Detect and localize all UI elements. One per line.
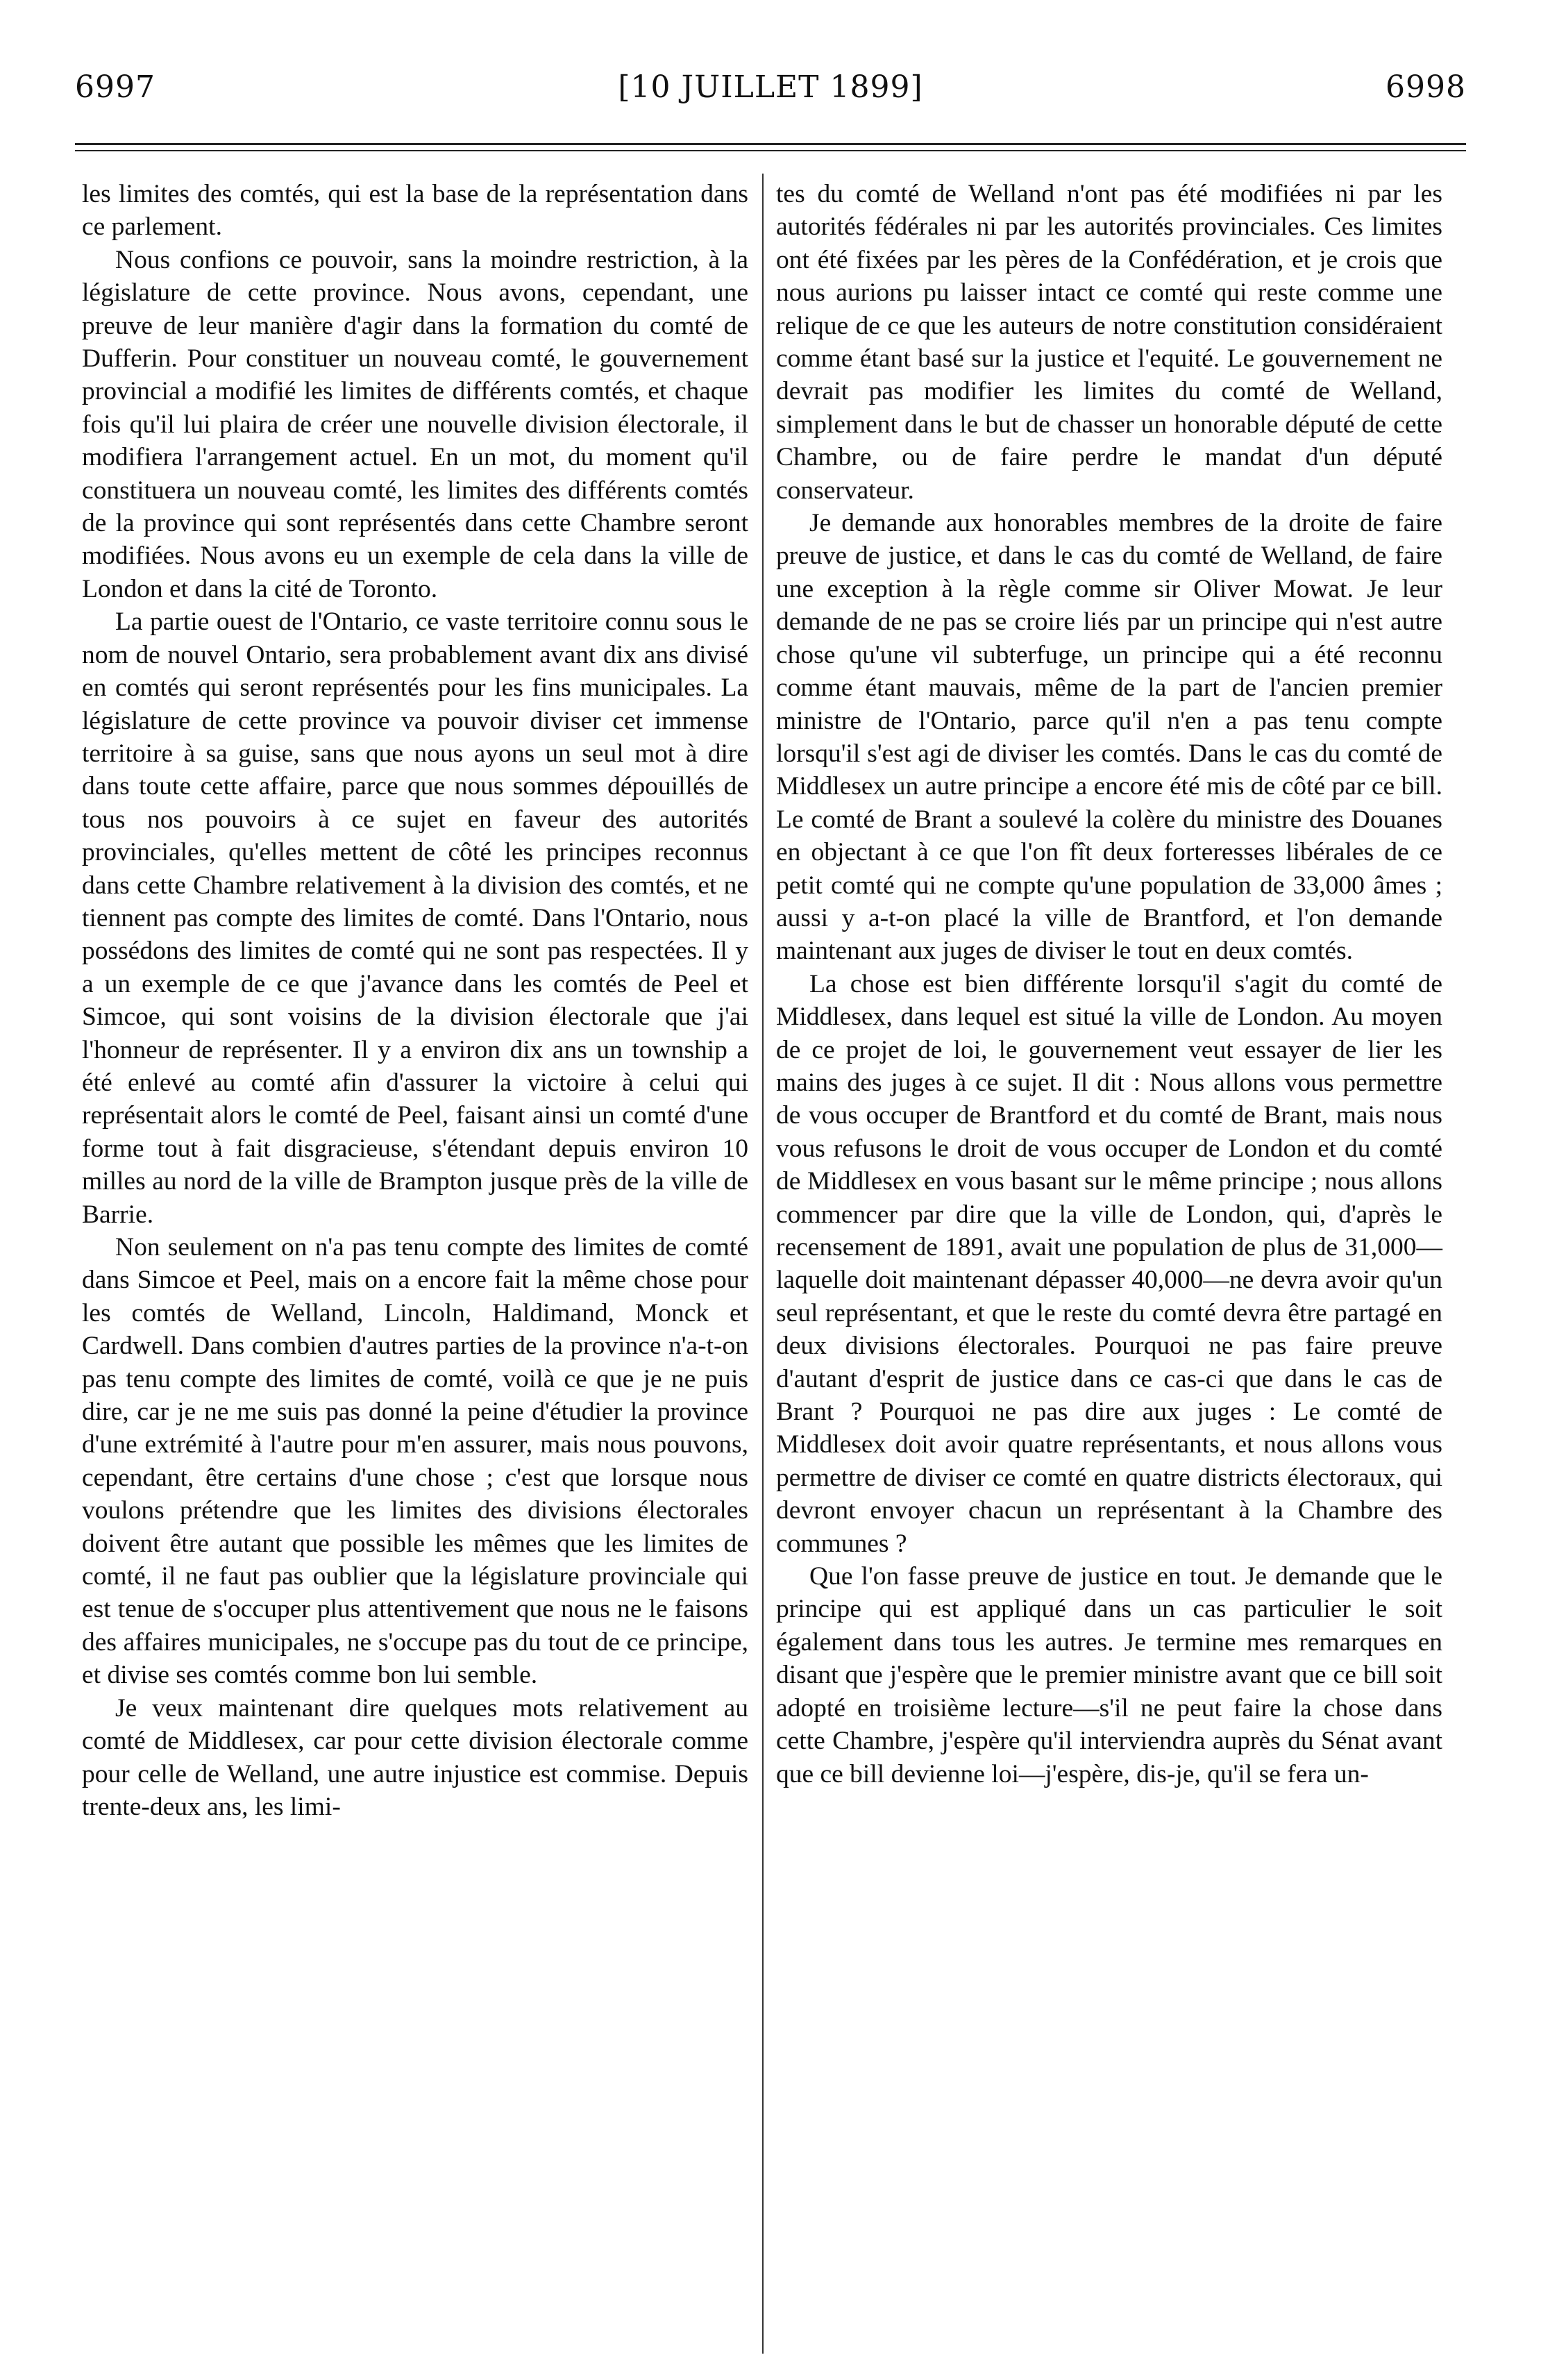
header-rule-bottom [75,150,1466,151]
page-date-header: [10 JUILLET 1899] [618,69,923,105]
header-rule-top [75,143,1466,145]
paragraph: La chose est bien différente lorsqu'il s'agit du comté de Middlesex, dans lequel est situé la ville de London. Au moyen de ce projet de loi, le gouvernement veut essayer de lier les mains des juges à ce sujet. Il dit : Nous allons vous permettre de vous occuper de Brantford et du comté de Brant, mais nous vous refusons le droit de vous occuper de London et du comté de Middlesex en vous basant sur le même principe ; nous allons commencer par dire que la ville de London, qui, d'après le recensement de 1891, avait une population de plus de 31,000—laquelle doit maintenant dépasser 40,000—ne devra avoir qu'un seul représentant, et que le reste du comté devra être partagé en deux divisions électorales. Pourquoi ne pas faire preuve d'autant d'esprit de justice dans ce cas-ci que dans le cas de Brant ? Pourquoi ne pas dire aux juges : Le comté de Middlesex doit avoir quatre représentants, et nous allons vous permettre de diviser ce comté en quatre districts électoraux, qui devront envoyer chacun un représentant à la Chambre des communes ? [776,969,1442,1558]
paragraph: Je veux maintenant dire quelques mots relativement au comté de Middlesex, car pour cette division électorale comme pour celle de Welland, une autre injustice est commise. Depuis trente-deux ans, les limi- [82,1693,748,1821]
column-divider [762,174,764,2354]
page-number-right: 6998 [1386,69,1466,105]
page-number-left: 6997 [75,69,155,105]
paragraph: La partie ouest de l'Ontario, ce vaste territoire connu sous le nom de nouvel Ontario, sera probablement avant dix ans divisé en comtés qui seront représentés pour les fins municipales. La législature de cette province va pouvoir diviser cet immense territoire à sa guise, sans que nous ayons un seul mot à dire dans toute cette affaire, parce que nous sommes dépouillés de tous nos pouvoirs à ce sujet en faveur des autorités provinciales, qu'elles mettent de côté les principes reconnus dans cette Chambre relativement à la division des comtés, et ne tiennent pas compte des limites de comté. Dans l'Ontario, nous possédons des limites de comté qui ne sont pas respectées. Il y a un exemple de ce que j'avance dans les comtés de Peel et Simcoe, qui sont voisins de la division électorale que j'ai l'honneur de représenter. Il y a environ dix ans un township a été enlevé au comté afin d'assurer la victoire à celui qui représentait alors le comté de Peel, faisant ainsi un comté d'une forme tout à fait disgracieuse, s'étendant depuis environ 10 milles au nord de la ville de Brampton jusque près de la ville de Barrie. [82,607,748,1229]
paragraph: Nous confions ce pouvoir, sans la moindre restriction, à la législature de cette province. Nous avons, cependant, une preuve de leur manière d'agir dans la formation du comté de Dufferin. Pour constituer un nouveau comté, le gouvernement provincial a modifié les limites de différents comtés, et chaque fois qu'il lui plaira de créer une nouvelle division électorale, il modifiera l'arrangement actuel. En un mot, du moment qu'il constituera un nouveau comté, les limites des différents comtés de la province qui sont représentés dans cette Chambre seront modifiées. Nous avons eu un exemple de cela dans la ville de London et dans la cité de Toronto. [82,245,748,603]
paragraph: les limites des comtés, qui est la base de la représentation dans ce parlement. [82,180,748,242]
right-column [776,178,1442,1791]
paragraph: Que l'on fasse preuve de justice en tout. Je demande que le principe qui est appliqué dans un cas particulier le soit également dans tous les autres. Je termine mes remarques en disant que j'espère que le premier ministre avant que ce bill soit adopté en troisième lecture—s'il ne peut faire la chose dans cette Chambre, j'espère qu'il interviendra auprès du Sénat avant que ce bill devienne loi—j'espère, dis-je, qu'il se fera un- [776,1562,1442,1788]
paragraph: Non seulement on n'a pas tenu compte des limites de comté dans Simcoe et Peel, mais on a encore fait la même chose pour les comtés de Welland, Lincoln, Haldimand, Monck et Cardwell. Dans combien d'autres parties de la province n'a-t-on pas tenu compte des limites de comté, voilà ce que je ne puis dire, car je ne me suis pas donné la peine d'étudier la province d'une extrémité à l'autre pour m'en assurer, mais nous pouvons, cependant, être certains d'une chose ; c'est que lorsque nous voulons prétendre que les limites des divisions électorales doivent être autant que possible les mêmes que les limites de comté, il ne faut pas oublier que la législature provinciale qui est tenue de s'occuper plus attentivement que nous ne le faisons des affaires municipales, ne s'occupe pas du tout de ce principe, et divise ses comtés comme bon lui semble. [82,1233,748,1690]
left-column [82,178,748,1823]
paragraph: Je demande aux honorables membres de la droite de faire preuve de justice, et dans le cas du comté de Welland, de faire une exception à la règle comme sir Oliver Mowat. Je leur demande de ne pas se croire liés par un principe qui n'est autre chose qu'une vil subterfuge, un principe qui a été reconnu comme étant mauvais, même de la part de l'ancien premier ministre de l'Ontario, parce qu'il n'en a pas tenu compte lorsqu'il s'est agi de diviser les comtés. Dans le cas du comté de Middlesex un autre principe a encore été mis de côté par ce bill. Le comté de Brant a soulevé la colère du ministre des Douanes en objectant à ce que l'on fît deux forteresses libérales de ce petit comté qui ne compte qu'une population de 33,000 âmes ; aussi y a-t-on placé la ville de Brantford, et l'on demande maintenant aux juges de diviser le tout en deux comtés. [776,509,1442,966]
paragraph: tes du comté de Welland n'ont pas été modifiées ni par les autorités fédérales ni par les autorités provinciales. Ces limites ont été fixées par les pères de la Confédération, et je crois que nous aurions pu laisser intact ce comté qui reste comme une relique de ce que les auteurs de notre constitution considéraient comme étant basé sur la justice et l'equité. Le gouvernement ne devrait pas modifier les limites du comté de Welland, simplement dans le but de chasser un honorable député de cette Chambre, ou de faire perdre le mandat d'un député conservateur. [776,180,1442,505]
